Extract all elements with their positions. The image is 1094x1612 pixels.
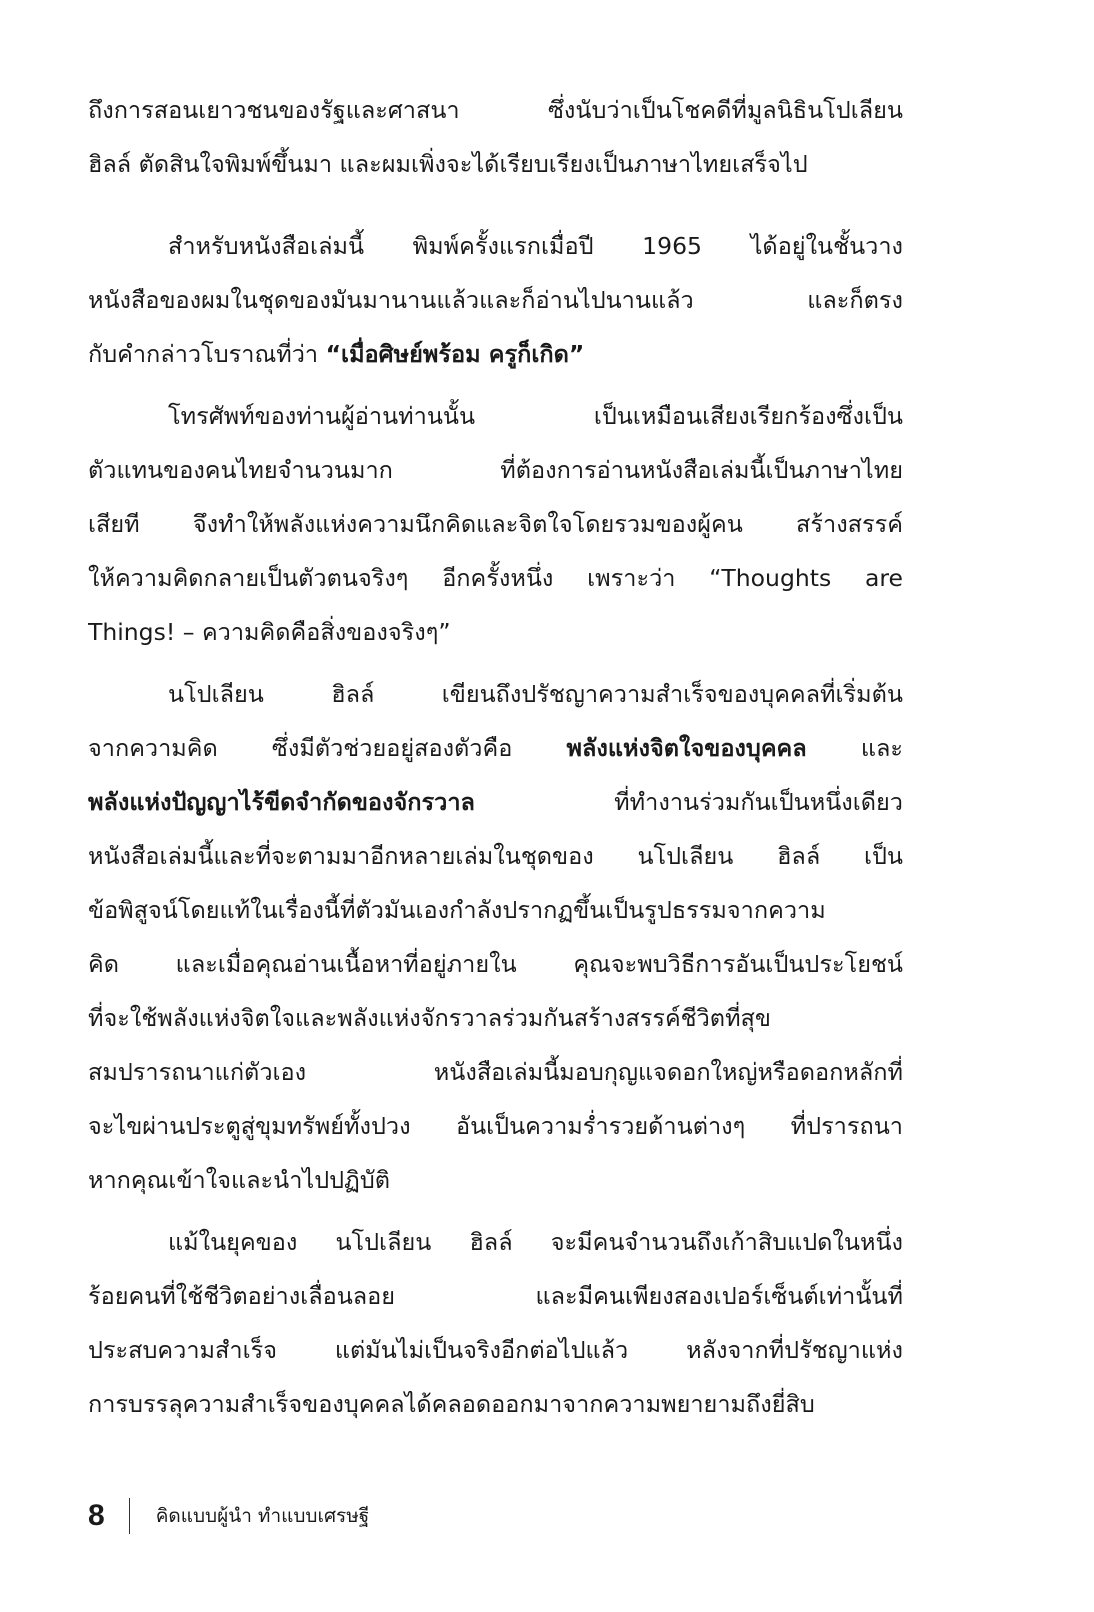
text-line: สำหรับหนังสือเล่มนี้ พิมพ์ครั้งแรกเมื่อปี 1965 ได้อยู่ในชั้นวาง: [168, 232, 903, 260]
text-line: Things! – ความคิดคือสิ่งของจริงๆ”: [88, 618, 451, 646]
footer-divider: [129, 1498, 130, 1534]
text-line: แม้ในยุคของ นโปเลียน ฮิลล์ จะมีคนจำนวนถึงเก้าสิบแปดในหนึ่ง: [168, 1228, 903, 1256]
text-line: จะไขผ่านประตูสู่ขุมทรัพย์ทั้งปวง อันเป็นความร่ำรวยด้านต่างๆ ที่ปรารถนา: [88, 1112, 903, 1140]
text-line: หนังสือเล่มนี้และที่จะตามมาอีกหลายเล่มในชุดของ นโปเลียน ฮิลล์ เป็น: [88, 842, 903, 870]
text-line: จากความคิด ซึ่งมีตัวช่วยอยู่สองตัวคือ พลังแห่งจิตใจของบุคคล และ: [88, 734, 903, 762]
text-line: นโปเลียน ฮิลล์ เขียนถึงปรัชญาความสำเร็จของบุคคลที่เริ่มต้น: [168, 680, 903, 708]
text-line: กับคำกล่าวโบราณที่ว่า “เมื่อศิษย์พร้อม ครูก็เกิด”: [88, 340, 585, 368]
text-line: พลังแห่งปัญญาไร้ขีดจำกัดของจักรวาล ที่ทำงานร่วมกันเป็นหนึ่งเดียว: [88, 788, 903, 816]
text-line: ให้ความคิดกลายเป็นตัวตนจริงๆ อีกครั้งหนึ่ง เพราะว่า “Thoughts are: [88, 564, 903, 592]
text-line: คิด และเมื่อคุณอ่านเนื้อหาที่อยู่ภายใน คุณจะพบวิธีการอันเป็นประโยชน์: [88, 950, 903, 978]
running-title: คิดแบบผู้นำ ทำแบบเศรษฐี: [155, 1505, 370, 1527]
text-line: สมปรารถนาแก่ตัวเอง หนังสือเล่มนี้มอบกุญแจดอกใหญ่หรือดอกหลักที่: [88, 1058, 903, 1086]
text-line: โทรศัพท์ของท่านผู้อ่านท่านนั้น เป็นเหมือนเสียงเรียกร้องซึ่งเป็น: [168, 402, 903, 430]
text-line: ตัวแทนของคนไทยจำนวนมาก ที่ต้องการอ่านหนังสือเล่มนี้เป็นภาษาไทย: [88, 456, 903, 484]
page-footer: [88, 1494, 369, 1538]
page-number: 8: [88, 1499, 105, 1532]
text-line: ถึงการสอนเยาวชนของรัฐและศาสนา ซึ่งนับว่าเป็นโชคดีที่มูลนิธินโปเลียน: [88, 96, 903, 124]
text-line: การบรรลุความสำเร็จของบุคคลได้คลอดออกมาจากความพยายามถึงยี่สิบ: [88, 1390, 815, 1418]
text-line: ฮิลล์ ตัดสินใจพิมพ์ขึ้นมา และผมเพิ่งจะได้เรียบเรียงเป็นภาษาไทยเสร็จไป: [88, 150, 808, 178]
emphasis-bold: พลังแห่งจิตใจของบุคคล: [566, 734, 807, 762]
text-line: หนังสือของผมในชุดของมันมานานแล้วและก็อ่านไปนานแล้ว และก็ตรง: [88, 286, 903, 314]
text-line: ข้อพิสูจน์โดยแท้ในเรื่องนี้ที่ตัวมันเองกำลังปรากฏขึ้นเป็นรูปธรรมจากความ: [88, 896, 826, 924]
text-line: หากคุณเข้าใจและนำไปปฏิบัติ: [88, 1166, 391, 1194]
text-line: เสียที จึงทำให้พลังแห่งความนึกคิดและจิตใจโดยรวมของผู้คน สร้างสรรค์: [88, 510, 903, 538]
quote-bold: “เมื่อศิษย์พร้อม ครูก็เกิด”: [325, 340, 585, 368]
text-line: ร้อยคนที่ใช้ชีวิตอย่างเลื่อนลอย และมีคนเพียงสองเปอร์เซ็นต์เท่านั้นที่: [88, 1282, 903, 1310]
emphasis-bold: พลังแห่งปัญญาไร้ขีดจำกัดของจักรวาล: [88, 788, 475, 816]
text-line: ประสบความสำเร็จ แต่มันไม่เป็นจริงอีกต่อไปแล้ว หลังจากที่ปรัชญาแห่ง: [88, 1336, 903, 1364]
text-line: ที่จะใช้พลังแห่งจิตใจและพลังแห่งจักรวาลร่วมกันสร้างสรรค์ชีวิตที่สุข: [88, 1004, 771, 1032]
